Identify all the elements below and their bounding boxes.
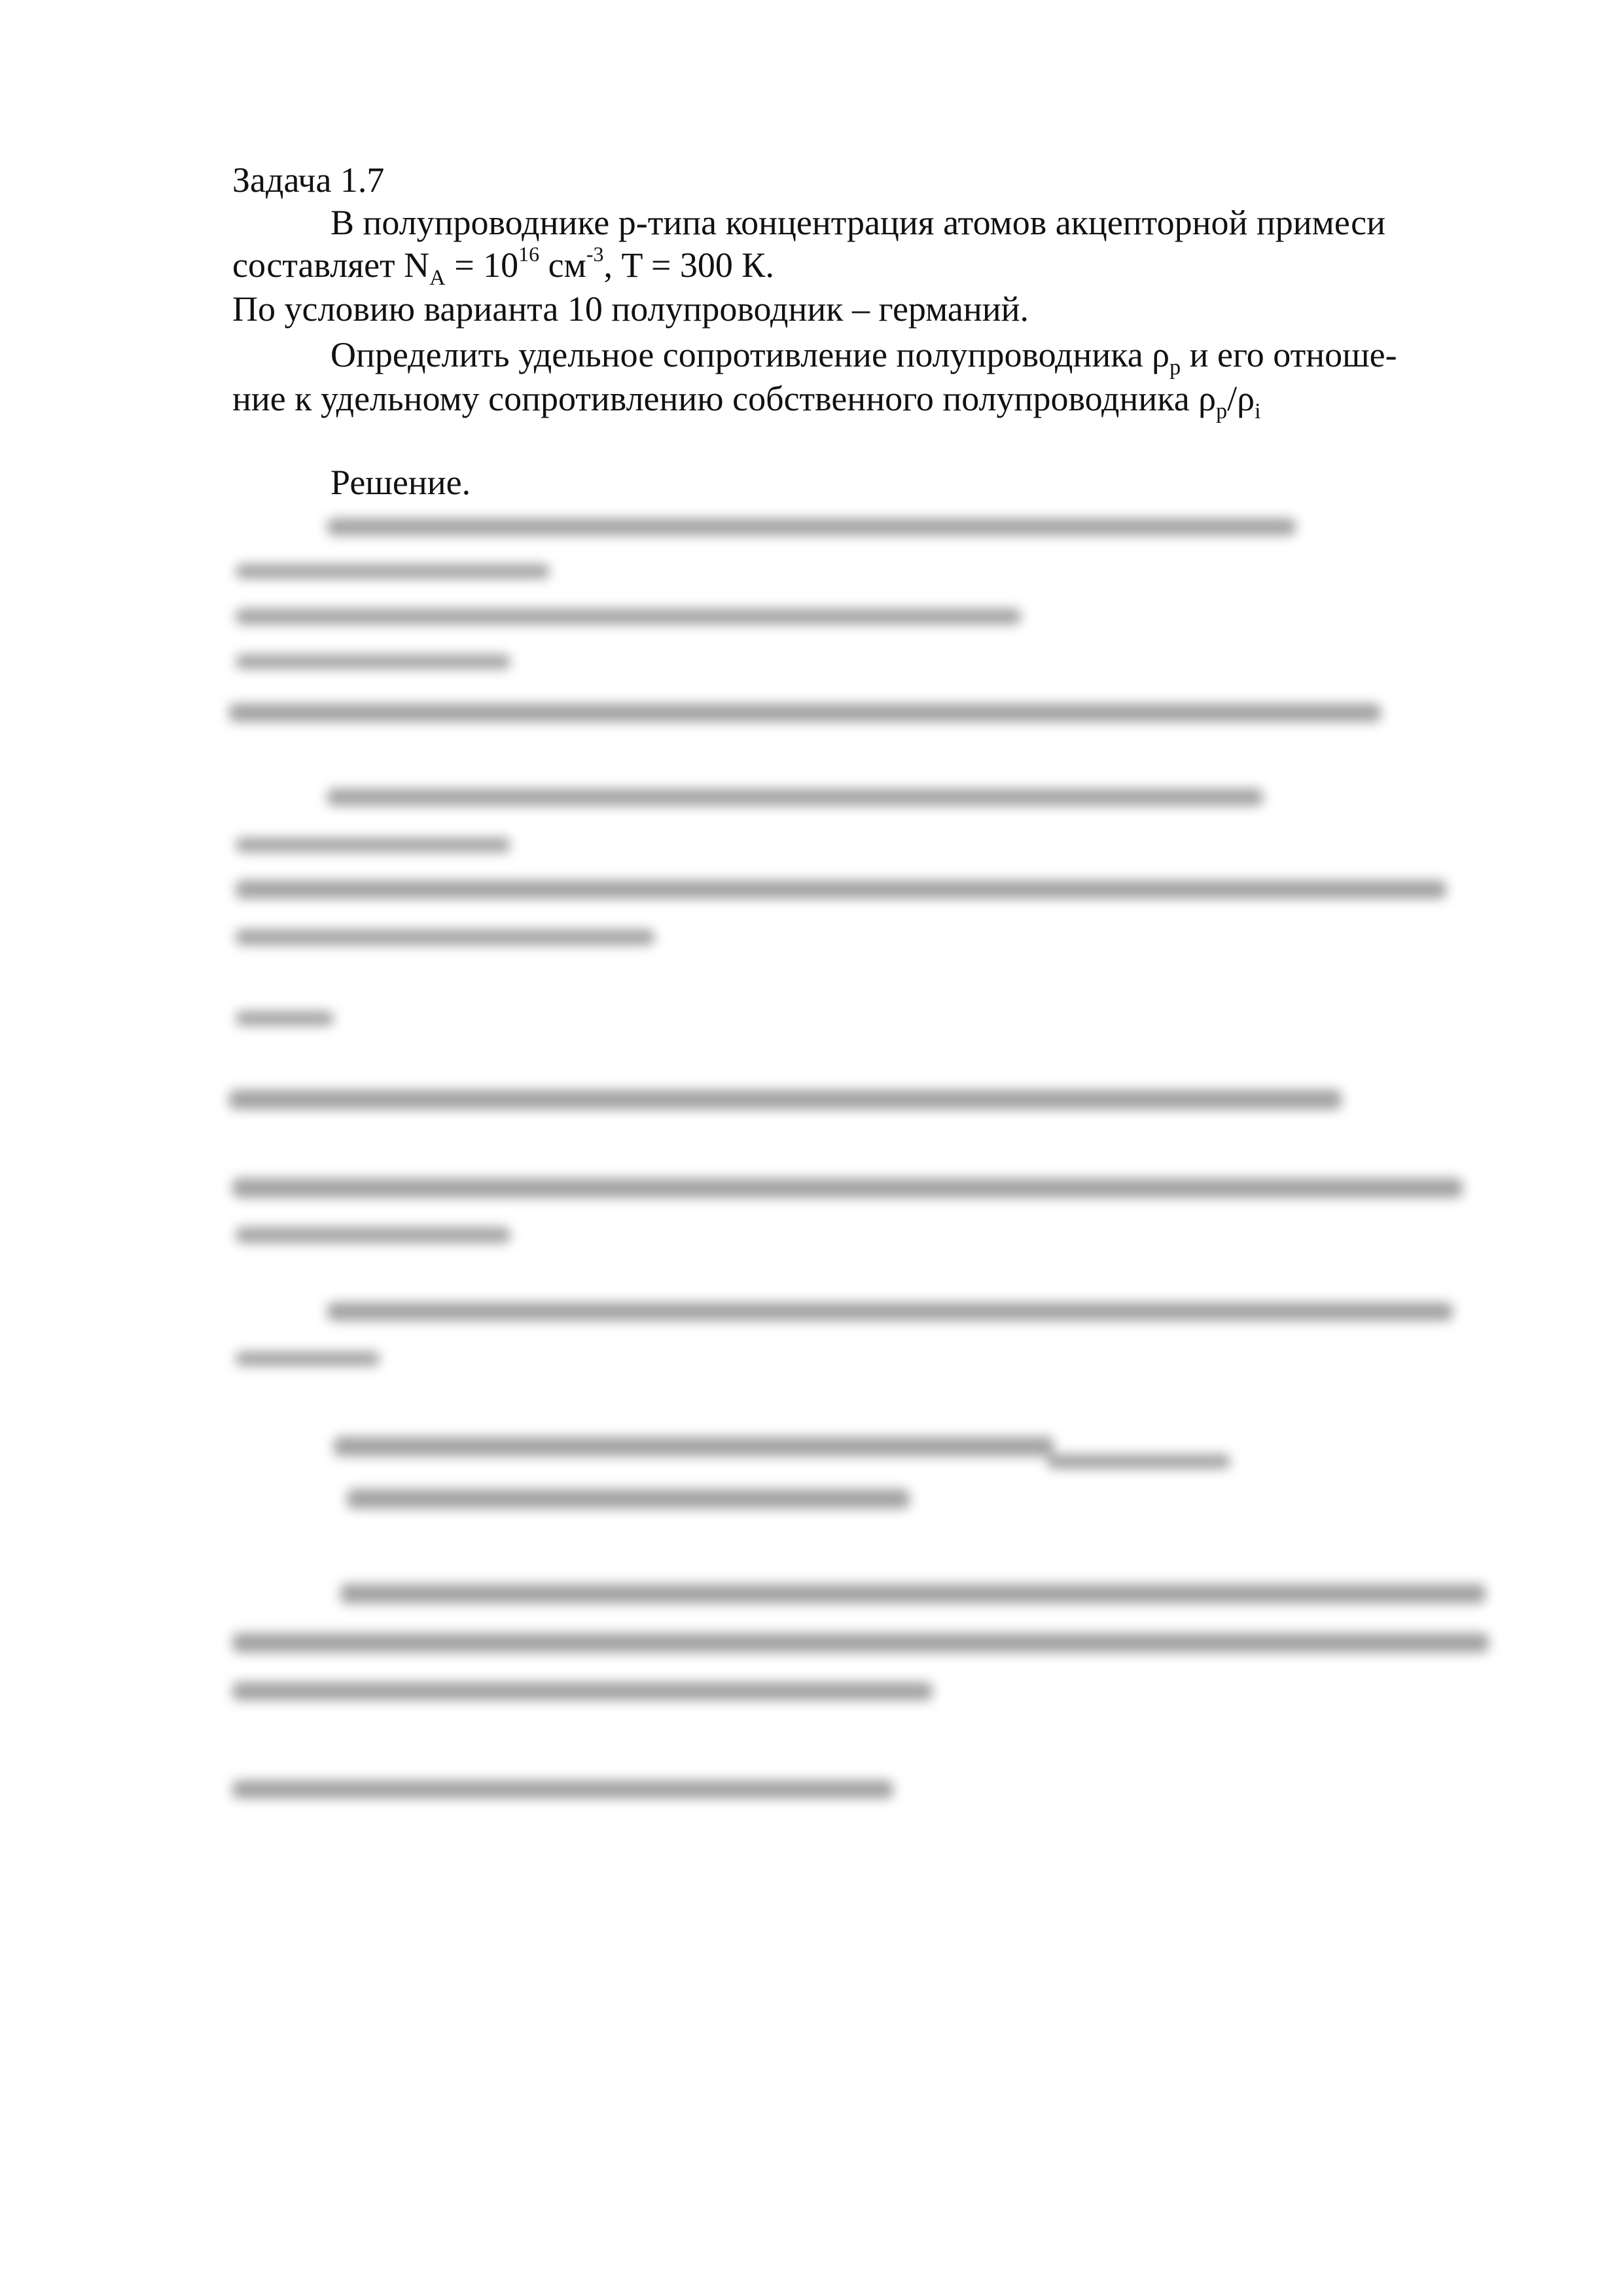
blurred-line (236, 929, 654, 945)
blurred-line (236, 1227, 510, 1243)
blurred-line (327, 518, 1296, 535)
blurred-line (347, 1489, 910, 1509)
condition-line-2: составляет $N_A = 10^{16}$ $см^{-3}$, T = 300 К. (232, 242, 774, 290)
blurred-line (340, 1584, 1486, 1604)
blurred-line (334, 1437, 1054, 1456)
blurred-line (232, 1633, 1489, 1653)
blurred-line (229, 1090, 1342, 1109)
blurred-line (236, 1011, 334, 1026)
blurred-line (232, 1780, 893, 1799)
condition-line-3: По условию варианта 10 полупроводник – германий. (232, 289, 1029, 329)
blurred-line (327, 1302, 1453, 1321)
blurred-line (236, 880, 1446, 899)
blurred-line (229, 704, 1381, 722)
blurred-line (236, 609, 1021, 624)
blurred-line (1047, 1454, 1230, 1469)
condition-line-4: Определить удельное сопротивление полупроводника $\rho_p$ и его отноше- (330, 335, 1397, 380)
blurred-line (236, 655, 510, 669)
condition-line-1: В полупроводнике p-типа концентрация атомов акцепторной примеси (330, 203, 1386, 242)
blurred-line (236, 1352, 380, 1366)
task-title: Задача 1.7 (232, 160, 385, 200)
blurred-line (236, 564, 550, 579)
blurred-line (232, 1178, 1463, 1198)
blurred-line (236, 838, 510, 852)
blurred-line (327, 789, 1263, 806)
condition-line-5: ние к удельному сопротивлению собственного полупроводника $\rho_p/\rho_i$ (232, 379, 1261, 423)
solution-heading: Решение. (330, 463, 471, 502)
blurred-line (232, 1682, 933, 1700)
